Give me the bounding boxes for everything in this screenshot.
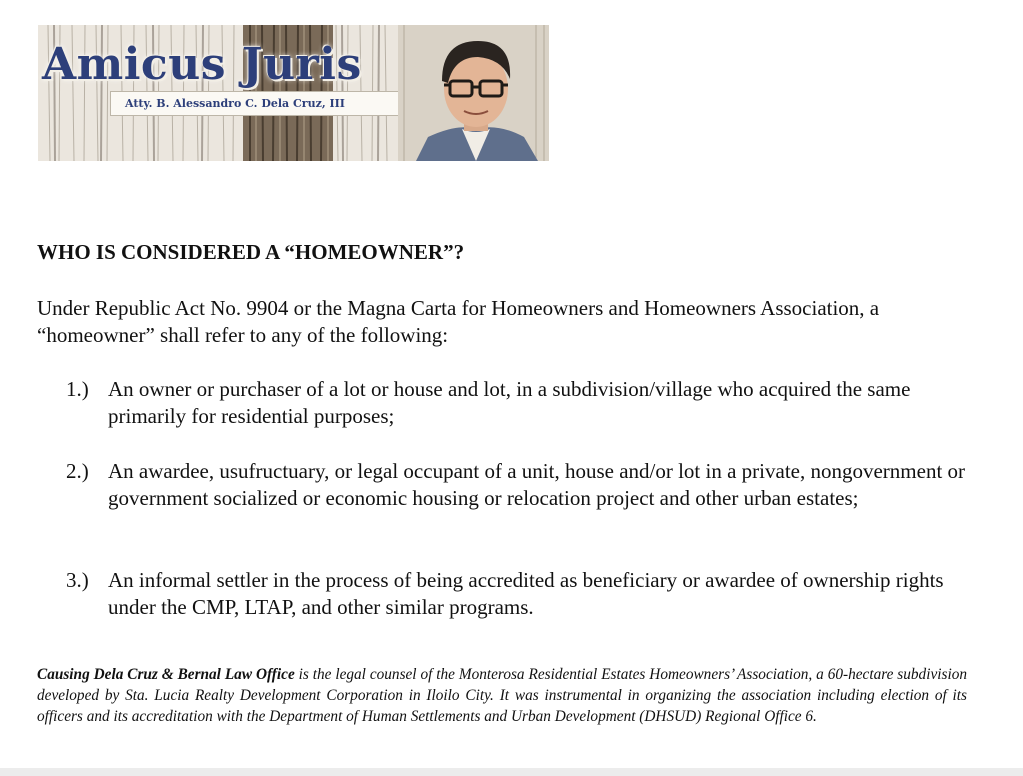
banner-author: Atty. B. Alessandro C. Dela Cruz, III [125,97,345,110]
list-item-number: 3.) [66,568,89,592]
banner-author-box [110,91,400,116]
list-item [66,458,971,512]
author-portrait [398,25,549,161]
list-item-text: An informal settler in the process of being accredited as beneficiary or awardee of ownership rights under the CMP, LTAP, and other similar programs. [108,568,944,619]
list-item-text: An owner or purchaser of a lot or house and lot, in a subdivision/village who acquired the same primarily for residential purposes; [108,377,911,428]
column-banner [38,25,549,161]
footer-firm-name: Causing Dela Cruz & Bernal Law Office [37,666,295,683]
list-item-text: An awardee, usufructuary, or legal occupant of a unit, house and/or lot in a private, nongovernment or government socialized or economic housing or relocation project and other urban estates; [108,459,966,510]
list-item-number: 2.) [66,459,89,483]
banner-title: Amicus Juris [42,39,362,90]
page-bottom-edge [0,768,1023,776]
article-heading: WHO IS CONSIDERED A “HOMEOWNER”? [37,240,465,264]
list-item [66,376,971,430]
list-item [66,567,971,621]
footer-text: is the legal counsel of the Monterosa Residential Estates Homeowners’ Association, a 60-hectare subdivision developed by Sta. Lucia Realty Development Corporation in Iloilo City. It was instrumental in organizing the association including election of its officers and its accreditation with the Department of Human Settlements and Urban Development (DHSUD) Regional Office 6. [37,666,967,725]
article-intro: Under Republic Act No. 9904 or the Magna Carta for Homeowners and Homeowners Association, a “homeowner” shall refer to any of the following: [37,296,880,347]
list-item-number: 1.) [66,377,89,401]
footer-note [37,664,967,727]
